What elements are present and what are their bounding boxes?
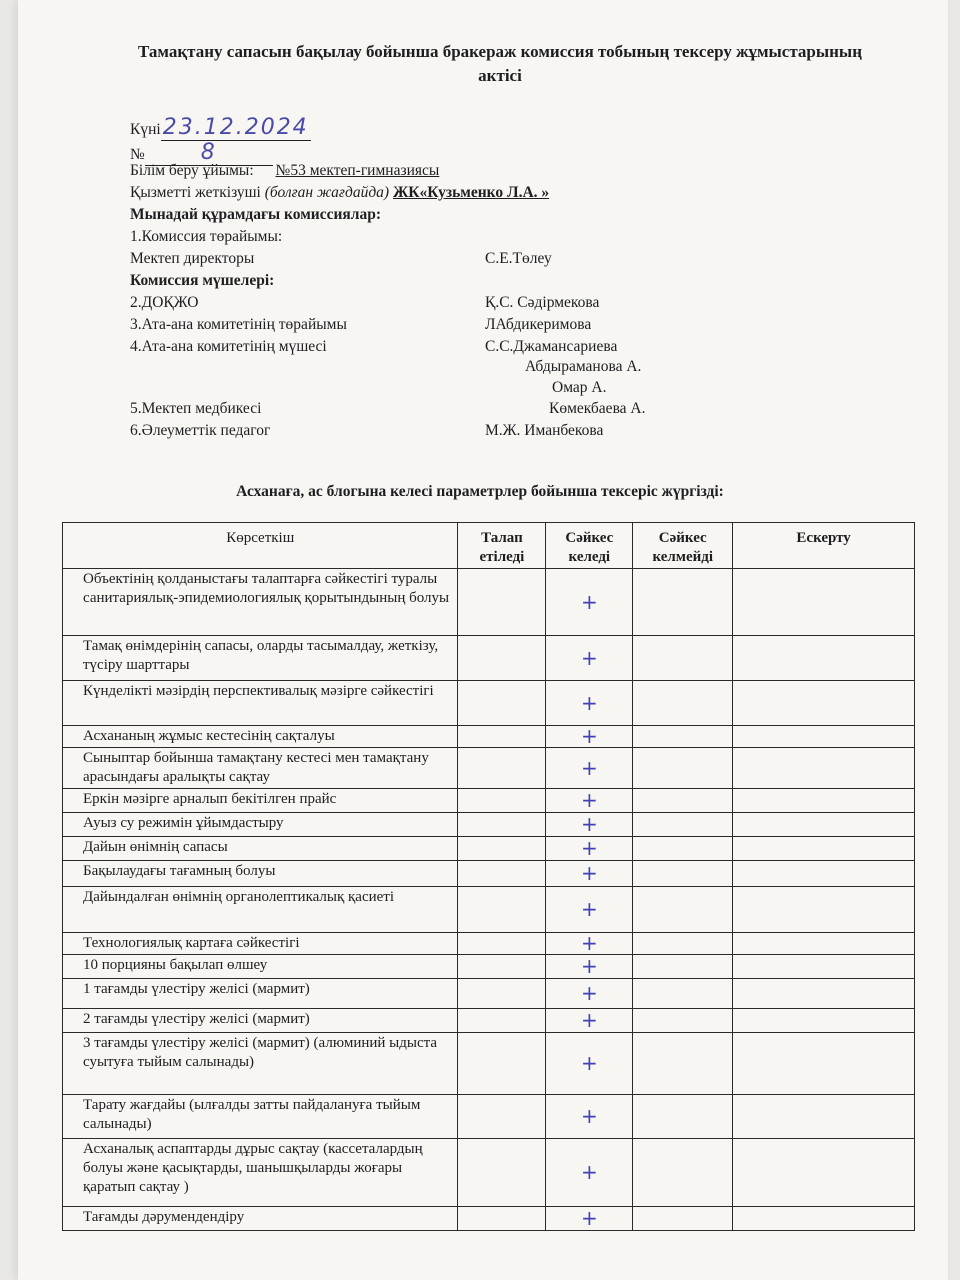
compliant-cell	[546, 789, 633, 813]
table-row	[63, 861, 915, 887]
compliant-cell	[546, 1139, 633, 1207]
member-name: Абдыраманова А.	[525, 358, 642, 375]
section-title: Асханаға, ас блогына келесі параметрлер бойынша тексеріс жүргізді:	[236, 483, 724, 500]
note-cell	[733, 1139, 915, 1207]
compliant-cell	[546, 887, 633, 933]
required-cell	[458, 813, 546, 837]
table-header-row	[63, 523, 915, 569]
indicator-cell: Технологиялық картаға сәйкестігі	[63, 933, 458, 955]
compliant-cell	[546, 979, 633, 1009]
member-role: 4.Ата-ана комитетінің мүшесі	[130, 338, 327, 355]
table-row	[63, 569, 915, 636]
commission-heading: Мынадай құрамдағы комиссиялар:	[130, 206, 381, 223]
member-name: Қ.С. Сәдірмекова	[485, 294, 600, 311]
indicator-cell: 1 тағамды үлестіру желісі (мармит)	[63, 979, 458, 1009]
compliant-cell	[546, 1095, 633, 1139]
compliant-cell	[546, 861, 633, 887]
indicator-cell: Бақылаудағы тағамның болуы	[63, 861, 458, 887]
chair-label: 1.Комиссия төрайымы:	[130, 228, 283, 245]
note-cell	[733, 569, 915, 636]
note-cell	[733, 1009, 915, 1033]
number-value: 8	[200, 140, 217, 165]
table-row	[63, 933, 915, 955]
noncompliant-cell	[633, 933, 733, 955]
indicator-cell: Асханалық аспаптарды дұрыс сақтау (кассеталардың болуы және қасықтарды, шанышқыларды жоғары қаратып сақтау )	[63, 1139, 458, 1207]
member-name: Омар А.	[552, 379, 607, 396]
compliant-cell	[546, 1009, 633, 1033]
inspection-table	[62, 522, 915, 1231]
noncompliant-cell	[633, 1139, 733, 1207]
note-cell	[733, 813, 915, 837]
required-cell	[458, 1009, 546, 1033]
note-cell	[733, 979, 915, 1009]
member-name: С.С.Джамансариева	[485, 338, 618, 355]
supplier-value: ЖК«Кузьменко Л.А. »	[392, 184, 550, 201]
compliant-cell	[546, 748, 633, 789]
indicator-cell: Күнделікті мәзірдің перспективалық мәзірге сәйкестігі	[63, 681, 458, 726]
required-cell	[458, 789, 546, 813]
note-cell	[733, 748, 915, 789]
number-label: №	[130, 146, 145, 163]
required-cell	[458, 1033, 546, 1095]
check-mark: +	[580, 931, 598, 955]
note-cell	[733, 1207, 915, 1231]
check-mark: +	[580, 1104, 598, 1128]
indicator-cell: 3 тағамды үлестіру желісі (мармит) (алюминий ыдыста суытуға тыйым салынады)	[63, 1033, 458, 1095]
member-role: 2.ДОҚЖО	[130, 294, 199, 311]
noncompliant-cell	[633, 1009, 733, 1033]
compliant-cell	[546, 955, 633, 979]
compliant-cell	[546, 1207, 633, 1231]
header-indicator: Көрсеткіш	[63, 523, 458, 569]
table-row	[63, 748, 915, 789]
required-cell	[458, 1095, 546, 1139]
noncompliant-cell	[633, 569, 733, 636]
compliant-cell	[546, 837, 633, 861]
check-mark: +	[580, 981, 598, 1005]
indicator-cell: Еркін мәзірге арналып бекітілген прайс	[63, 789, 458, 813]
check-mark: +	[580, 954, 598, 978]
header-note: Ескерту	[733, 523, 915, 569]
supplier-note: (болған жағдайда)	[264, 184, 390, 201]
noncompliant-cell	[633, 748, 733, 789]
indicator-cell: Тамақ өнімдерінің сапасы, оларды тасымалдау, жеткізу, түсіру шарттары	[63, 636, 458, 681]
note-cell	[733, 636, 915, 681]
noncompliant-cell	[633, 955, 733, 979]
member-name: ЛАбдикеримова	[485, 316, 592, 333]
table-row	[63, 955, 915, 979]
required-cell	[458, 933, 546, 955]
table-row	[63, 1033, 915, 1095]
table-row	[63, 1207, 915, 1231]
chair-name: С.Е.Төлеу	[485, 250, 552, 267]
table-row	[63, 1139, 915, 1207]
check-mark: +	[580, 1206, 598, 1230]
table-row	[63, 1095, 915, 1139]
required-cell	[458, 837, 546, 861]
table-row	[63, 726, 915, 748]
header-compliant: Сәйкес келеді	[546, 523, 633, 569]
noncompliant-cell	[633, 789, 733, 813]
indicator-cell: Дайын өнімнің сапасы	[63, 837, 458, 861]
note-cell	[733, 1033, 915, 1095]
compliant-cell	[546, 933, 633, 955]
note-cell	[733, 789, 915, 813]
noncompliant-cell	[633, 1033, 733, 1095]
required-cell	[458, 726, 546, 748]
required-cell	[458, 861, 546, 887]
check-mark: +	[580, 724, 598, 748]
member-role: 3.Ата-ана комитетінің төрайымы	[130, 316, 347, 333]
table-row	[63, 636, 915, 681]
note-cell	[733, 726, 915, 748]
required-cell	[458, 1207, 546, 1231]
required-cell	[458, 955, 546, 979]
noncompliant-cell	[633, 813, 733, 837]
required-cell	[458, 681, 546, 726]
required-cell	[458, 887, 546, 933]
check-mark: +	[580, 645, 598, 670]
check-mark: +	[580, 836, 598, 860]
indicator-cell: 10 порцияны бақылап өлшеу	[63, 955, 458, 979]
indicator-cell: Асхананың жұмыс кестесінің сақталуы	[63, 726, 458, 748]
indicator-cell: Тарату жағдайы (ылғалды затты пайдалануға тыйым салынады)	[63, 1095, 458, 1139]
compliant-cell	[546, 726, 633, 748]
indicator-cell: Ауыз су режимін ұйымдастыру	[63, 813, 458, 837]
table-row	[63, 837, 915, 861]
check-mark: +	[580, 589, 598, 614]
compliant-cell	[546, 569, 633, 636]
check-mark: +	[580, 788, 598, 812]
note-cell	[733, 681, 915, 726]
noncompliant-cell	[633, 887, 733, 933]
note-cell	[733, 887, 915, 933]
noncompliant-cell	[633, 681, 733, 726]
table-row	[63, 789, 915, 813]
compliant-cell	[546, 681, 633, 726]
note-cell	[733, 837, 915, 861]
note-cell	[733, 1095, 915, 1139]
required-cell	[458, 1139, 546, 1207]
table-row	[63, 979, 915, 1009]
noncompliant-cell	[633, 861, 733, 887]
check-mark: +	[580, 1008, 598, 1032]
date-label: Күні	[130, 121, 161, 138]
table-row	[63, 813, 915, 837]
date-value: 23.12.2024	[162, 115, 309, 140]
indicator-cell: Сыныптар бойынша тамақтану кестесі мен тамақтану арасындағы аралықты сақтау	[63, 748, 458, 789]
header-required: Талап етіледі	[458, 523, 546, 569]
required-cell	[458, 979, 546, 1009]
indicator-cell: Тағамды дәрумендендіру	[63, 1207, 458, 1231]
compliant-cell	[546, 1033, 633, 1095]
check-mark: +	[580, 690, 598, 715]
check-mark: +	[580, 861, 598, 885]
chair-role: Мектеп директоры	[130, 250, 255, 267]
table-row	[63, 887, 915, 933]
check-mark: +	[580, 1051, 598, 1075]
noncompliant-cell	[633, 1207, 733, 1231]
noncompliant-cell	[633, 837, 733, 861]
noncompliant-cell	[633, 636, 733, 681]
note-cell	[733, 933, 915, 955]
organization-value: №53 мектеп-гимназиясы	[275, 162, 440, 179]
check-mark: +	[580, 812, 598, 836]
date-line	[130, 115, 311, 141]
noncompliant-cell	[633, 979, 733, 1009]
required-cell	[458, 748, 546, 789]
compliant-cell	[546, 813, 633, 837]
members-heading: Комиссия мүшелері:	[130, 272, 275, 289]
member-name: М.Ж. Иманбекова	[485, 422, 604, 439]
noncompliant-cell	[633, 726, 733, 748]
table-row	[63, 681, 915, 726]
indicator-cell: Объектінің қолданыстағы талаптарға сәйкестігі туралы санитариялық-эпидемиологиялық қорытындының болуы	[63, 569, 458, 636]
supplier-line	[130, 184, 549, 202]
note-cell	[733, 955, 915, 979]
document-title: Тамақтану сапасын бақылау бойынша бракераж комиссия тобының тексеру жұмыстарының актісі	[138, 42, 862, 85]
check-mark: +	[580, 1160, 598, 1184]
note-cell	[733, 861, 915, 887]
organization-line	[130, 162, 439, 180]
indicator-cell: 2 тағамды үлестіру желісі (мармит)	[63, 1009, 458, 1033]
noncompliant-cell	[633, 1095, 733, 1139]
indicator-cell: Дайындалған өнімнің органолептикалық қасиеті	[63, 887, 458, 933]
check-mark: +	[580, 755, 598, 780]
required-cell	[458, 569, 546, 636]
organization-label: Білім беру ұйымы:	[130, 162, 254, 179]
table-row	[63, 1009, 915, 1033]
check-mark: +	[580, 897, 598, 921]
header-noncompliant: Сәйкес келмейді	[633, 523, 733, 569]
member-name: Көмекбаева А.	[549, 400, 646, 417]
required-cell	[458, 636, 546, 681]
member-role: 5.Мектеп медбикесі	[130, 400, 262, 417]
compliant-cell	[546, 636, 633, 681]
member-role: 6.Әлеуметтік педагог	[130, 422, 271, 439]
supplier-label: Қызметті жеткізуші	[130, 184, 261, 201]
